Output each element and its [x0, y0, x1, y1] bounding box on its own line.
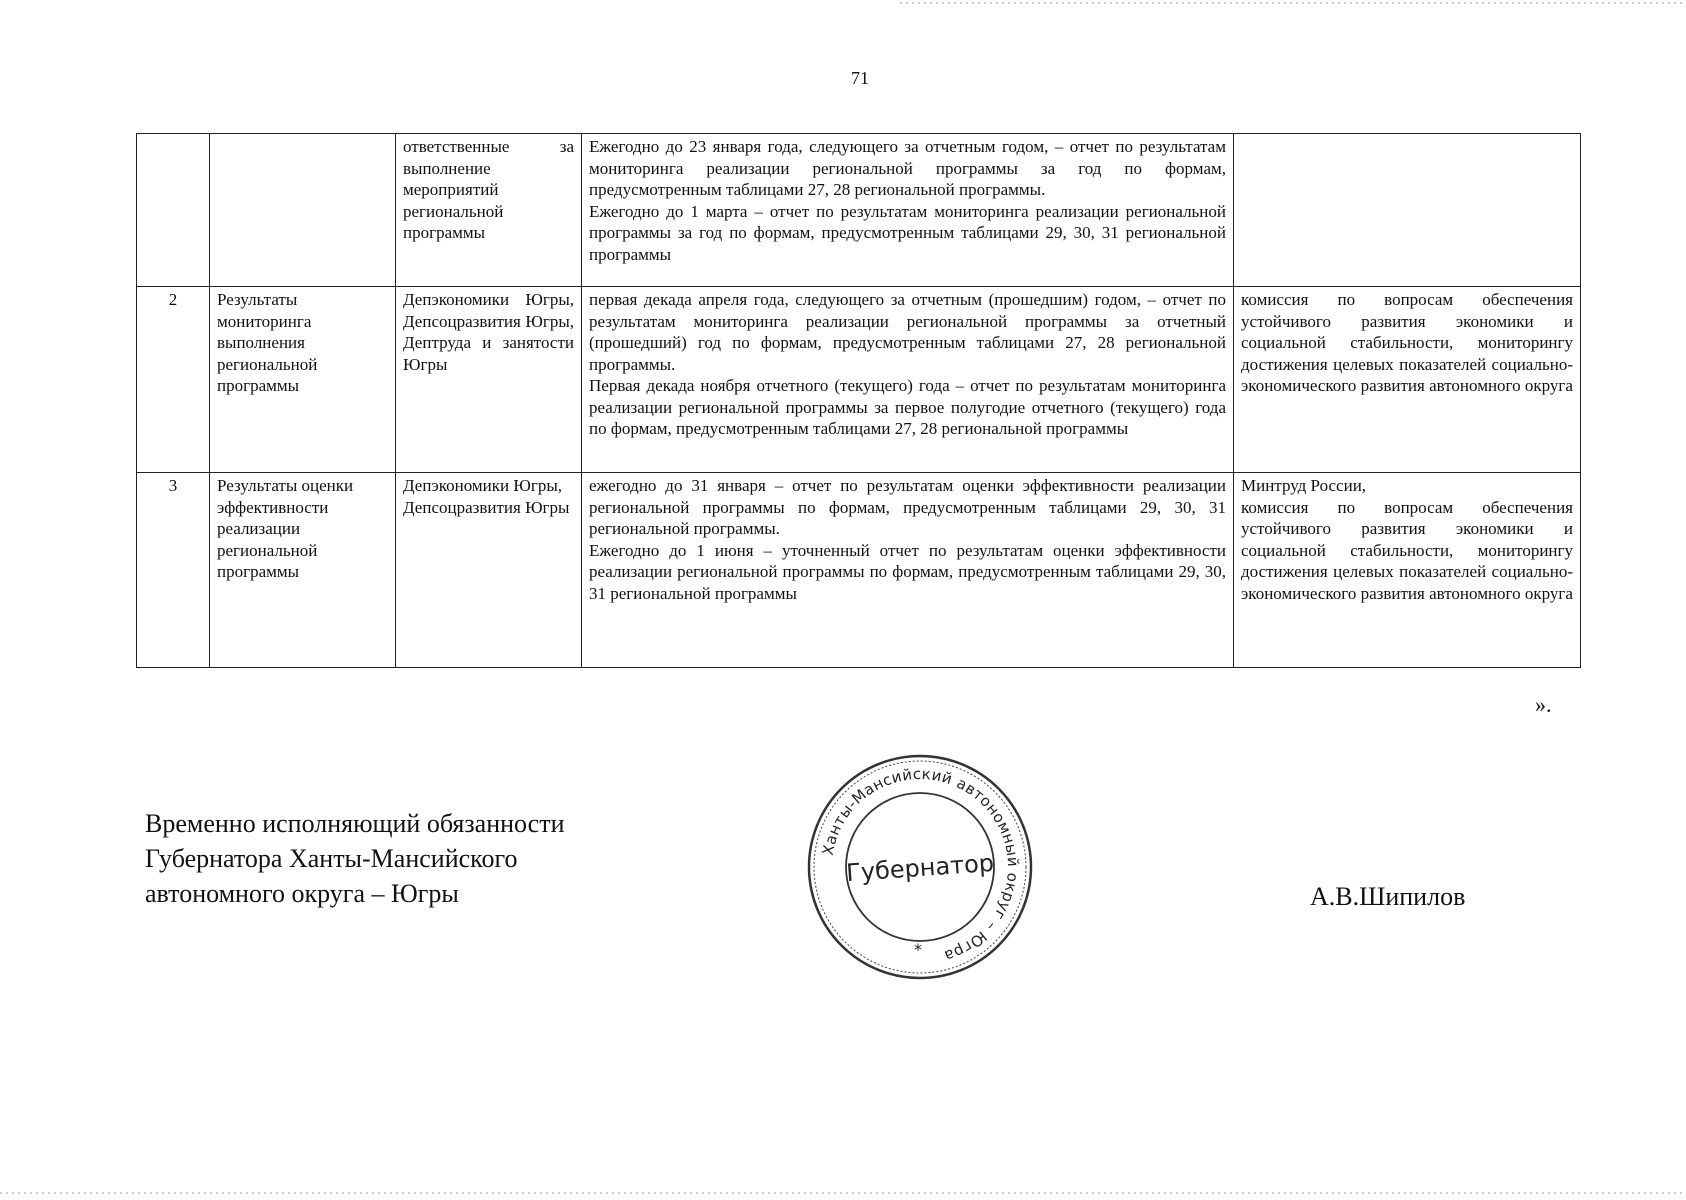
row-responsible: Депэкономики Югры, Депсоцразвития Югры, Дептруда и занятости Югры — [396, 287, 582, 473]
deadline-text: Ежегодно до 1 марта – отчет по результатам мониторинга реализации региональной программы за год по формам, предусмотренным таблицами 29, 30, 31 региональной программы — [589, 201, 1226, 264]
row-deadlines — [582, 287, 1234, 473]
row-deadlines — [582, 473, 1234, 668]
recipient-text: комиссия по вопросам обеспечения устойчивого развития экономики и социальной стабильности, мониторингу достижения целевых показателей социально-экономического развития автономного округа — [1241, 290, 1573, 395]
deadline-text: ежегодно до 31 января – отчет по результатам оценки эффективности реализации региональной программы по формам, предусмотренным таблицами 29, 30, 31 региональной программы. — [589, 476, 1226, 538]
row-recipients — [1234, 134, 1581, 287]
signer-title — [145, 806, 565, 911]
seal-star: * — [914, 940, 922, 959]
signer-line: Губернатора Ханты-Мансийского — [145, 844, 518, 873]
row-recipients — [1234, 473, 1581, 668]
row-number: 3 — [137, 473, 210, 668]
signer-line: Временно исполняющий обязанности — [145, 809, 565, 838]
row-deadlines — [582, 134, 1234, 287]
signer-line: автономного округа – Югры — [145, 879, 459, 908]
row-recipients — [1234, 287, 1581, 473]
row-number — [137, 134, 210, 287]
official-seal — [805, 752, 1035, 982]
table-row — [137, 287, 1581, 473]
recipient-text: Минтруд России, — [1241, 476, 1367, 495]
table-row — [137, 134, 1581, 287]
page-number: 71 — [851, 68, 869, 88]
scan-edge-top — [900, 2, 1686, 4]
deadline-text: Первая декада ноября отчетного (текущего) года – отчет по результатам мониторинга реализации региональной программы за первое полугодие отчетного (текущего) года по формам, предусмотренным таблицами 27, 28 региональной программы — [589, 376, 1226, 438]
seal-center-text: Губернатор — [845, 848, 995, 888]
deadline-text: Ежегодно до 23 января года, следующего за отчетным годом, – отчет по результатам мониторинга реализации региональной программы за год по формам, предусмотренным таблицами 27, 28 региональной программы. — [589, 137, 1226, 199]
row-name: Результаты оценки эффективности реализации региональной программы — [210, 473, 396, 668]
row-name: Результаты мониторинга выполнения региональной программы — [210, 287, 396, 473]
report-table — [136, 133, 1581, 668]
row-number: 2 — [137, 287, 210, 473]
table-row — [137, 473, 1581, 668]
deadline-text: Ежегодно до 1 июня – уточненный отчет по результатам оценки эффективности реализации региональной программы по формам, предусмотренным таблицами 29, 30, 31 региональной программы — [589, 540, 1226, 603]
signatory-name: А.В.Шипилов — [1310, 882, 1466, 911]
seal-ring-text: Ханты-Мансийский автономный округ – Югра — [818, 764, 1023, 966]
deadline-text: первая декада апреля года, следующего за отчетным (прошедшим) годом, – отчет по результатам мониторинга реализации региональной программы за отчетный (прошедший) год по формам, предусмотренным таблицами 27, 28 региональной программы. — [589, 290, 1226, 374]
row-responsible: Депэкономики Югры, Депсоцразвития Югры — [396, 473, 582, 668]
row-responsible: ответственные за выполнение мероприятий региональной программы — [396, 134, 582, 287]
recipient-text: комиссия по вопросам обеспечения устойчивого развития экономики и социальной стабильности, мониторингу достижения целевых показателей социально-экономического развития автономного округа — [1241, 497, 1573, 603]
row-name — [210, 134, 396, 287]
closing-quote: ». — [1535, 692, 1552, 717]
scan-edge-bottom — [0, 1192, 1686, 1194]
